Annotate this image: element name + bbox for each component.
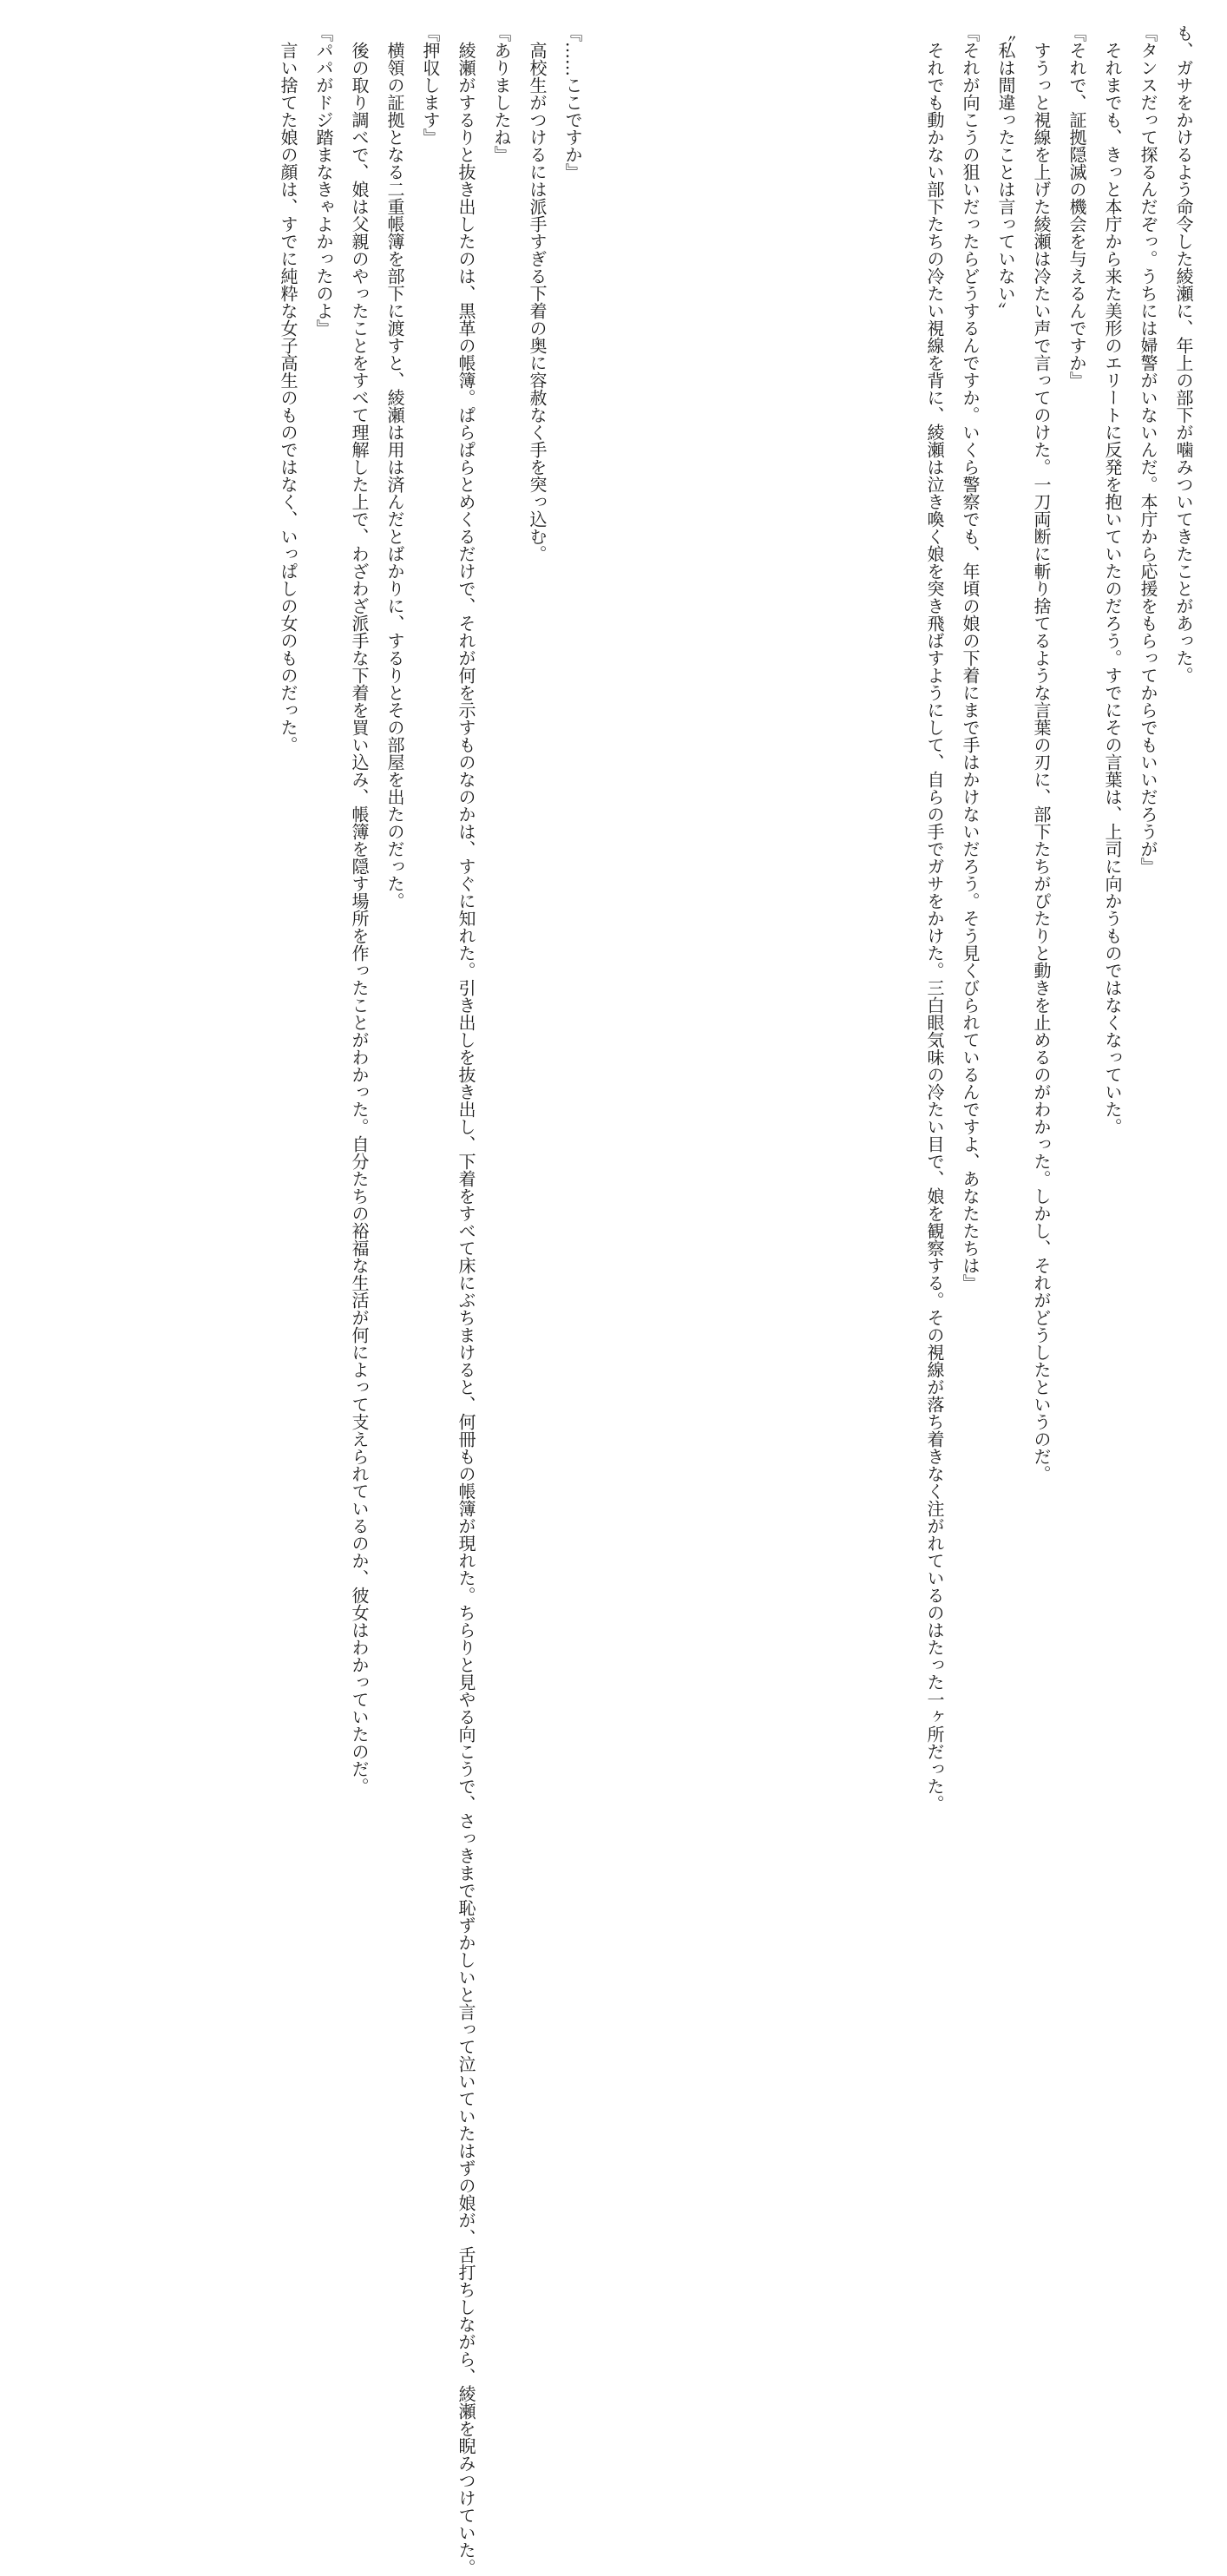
text-line: 『パパがドジ踏まなきゃよかったのよ』 bbox=[313, 24, 334, 337]
text-line: それでも動かない部下たちの冷たい視線を背に、綾瀬は泣き喚く娘を突き飛ばすようにして、自らの手でガサをかけた。三白眼気味の冷たい目で、娘を観察する。その視線が落ち着きなく注がれているのはたった一ヶ所だった。 bbox=[924, 24, 945, 1812]
text-line: それまでも、きっと本庁から来た美形のエリートに反発を抱いていたのだろう。すでにその言葉は、上司に向かうものではなくなっていた。 bbox=[1102, 24, 1123, 1135]
text-line: 『それで、証拠隠滅の機会を与えるんですか』 bbox=[1066, 24, 1087, 389]
text-line: 『タンスだって探るんだぞっ。うちには婦警がいないんだ。本庁から応援をもらってからでもいいだろうが』 bbox=[1138, 24, 1158, 875]
text-line: も、ガサをかけるよう命令した綾瀬に、年上の部下が噛みついてきたことがあった。 bbox=[1173, 24, 1194, 684]
text-line: 高校生がつけるには派手すぎる下着の奥に容赦なく手を突っ込む。 bbox=[527, 24, 548, 562]
text-line: 『ありましたね』 bbox=[491, 24, 512, 163]
text-line: 綾瀬がするりと抜き出したのは、黒革の帳簿。ぱらぱらとめくるだけで、それが何を示すものなのかは、すぐに知れた。引き出しを抜き出し、下着をすべて床にぶちまけると、何冊もの帳簿が現れた。ちらりと見やる向こうで、さっきまで恥ずかしいと言って泣いていたはずの娘が、舌打ちしながら、綾瀬を睨みつけていた。 bbox=[456, 24, 476, 2576]
text-line: 〝私は間違ったことは言っていない〟 bbox=[995, 24, 1016, 319]
text-line: 後の取り調べで、娘は父親のやったことをすべて理解した上で、わざわざ派手な下着を買い込み、帳簿を隠す場所を作ったことがわかった。自分たちの裕福な生活が何によって支えられているのか、彼女はわかっていたのだ。 bbox=[349, 24, 370, 1795]
text-line: 横領の証拠となる二重帳簿を部下に渡すと、綾瀬は用は済んだとばかりに、するりとその部屋を出たのだった。 bbox=[384, 24, 405, 910]
text-line: すうっと視線を上げた綾瀬は冷たい声で言ってのけた。一刀両断に斬り捨てるような言葉の刃に、部下たちがぴたりと動きを止めるのがわかった。しかし、それがどうしたというのだ。 bbox=[1031, 24, 1052, 1482]
text-line: 『押収します』 bbox=[420, 24, 441, 146]
right-page bbox=[677, 24, 1201, 1812]
text-line: 言い捨てた娘の顔は、すでに純粋な女子高生のものではなく、いっぱしの女のものだった。 bbox=[278, 24, 299, 753]
text-line: 『それが向こうの狙いだったらどうするんですか。いくら警察でも、年頃の娘の下着にまで手はかけないだろう。そう見くびられているんですよ、あなたたちは』 bbox=[960, 24, 981, 1291]
left-page bbox=[35, 24, 590, 2576]
text-line: 『……ここですか』 bbox=[562, 24, 583, 181]
